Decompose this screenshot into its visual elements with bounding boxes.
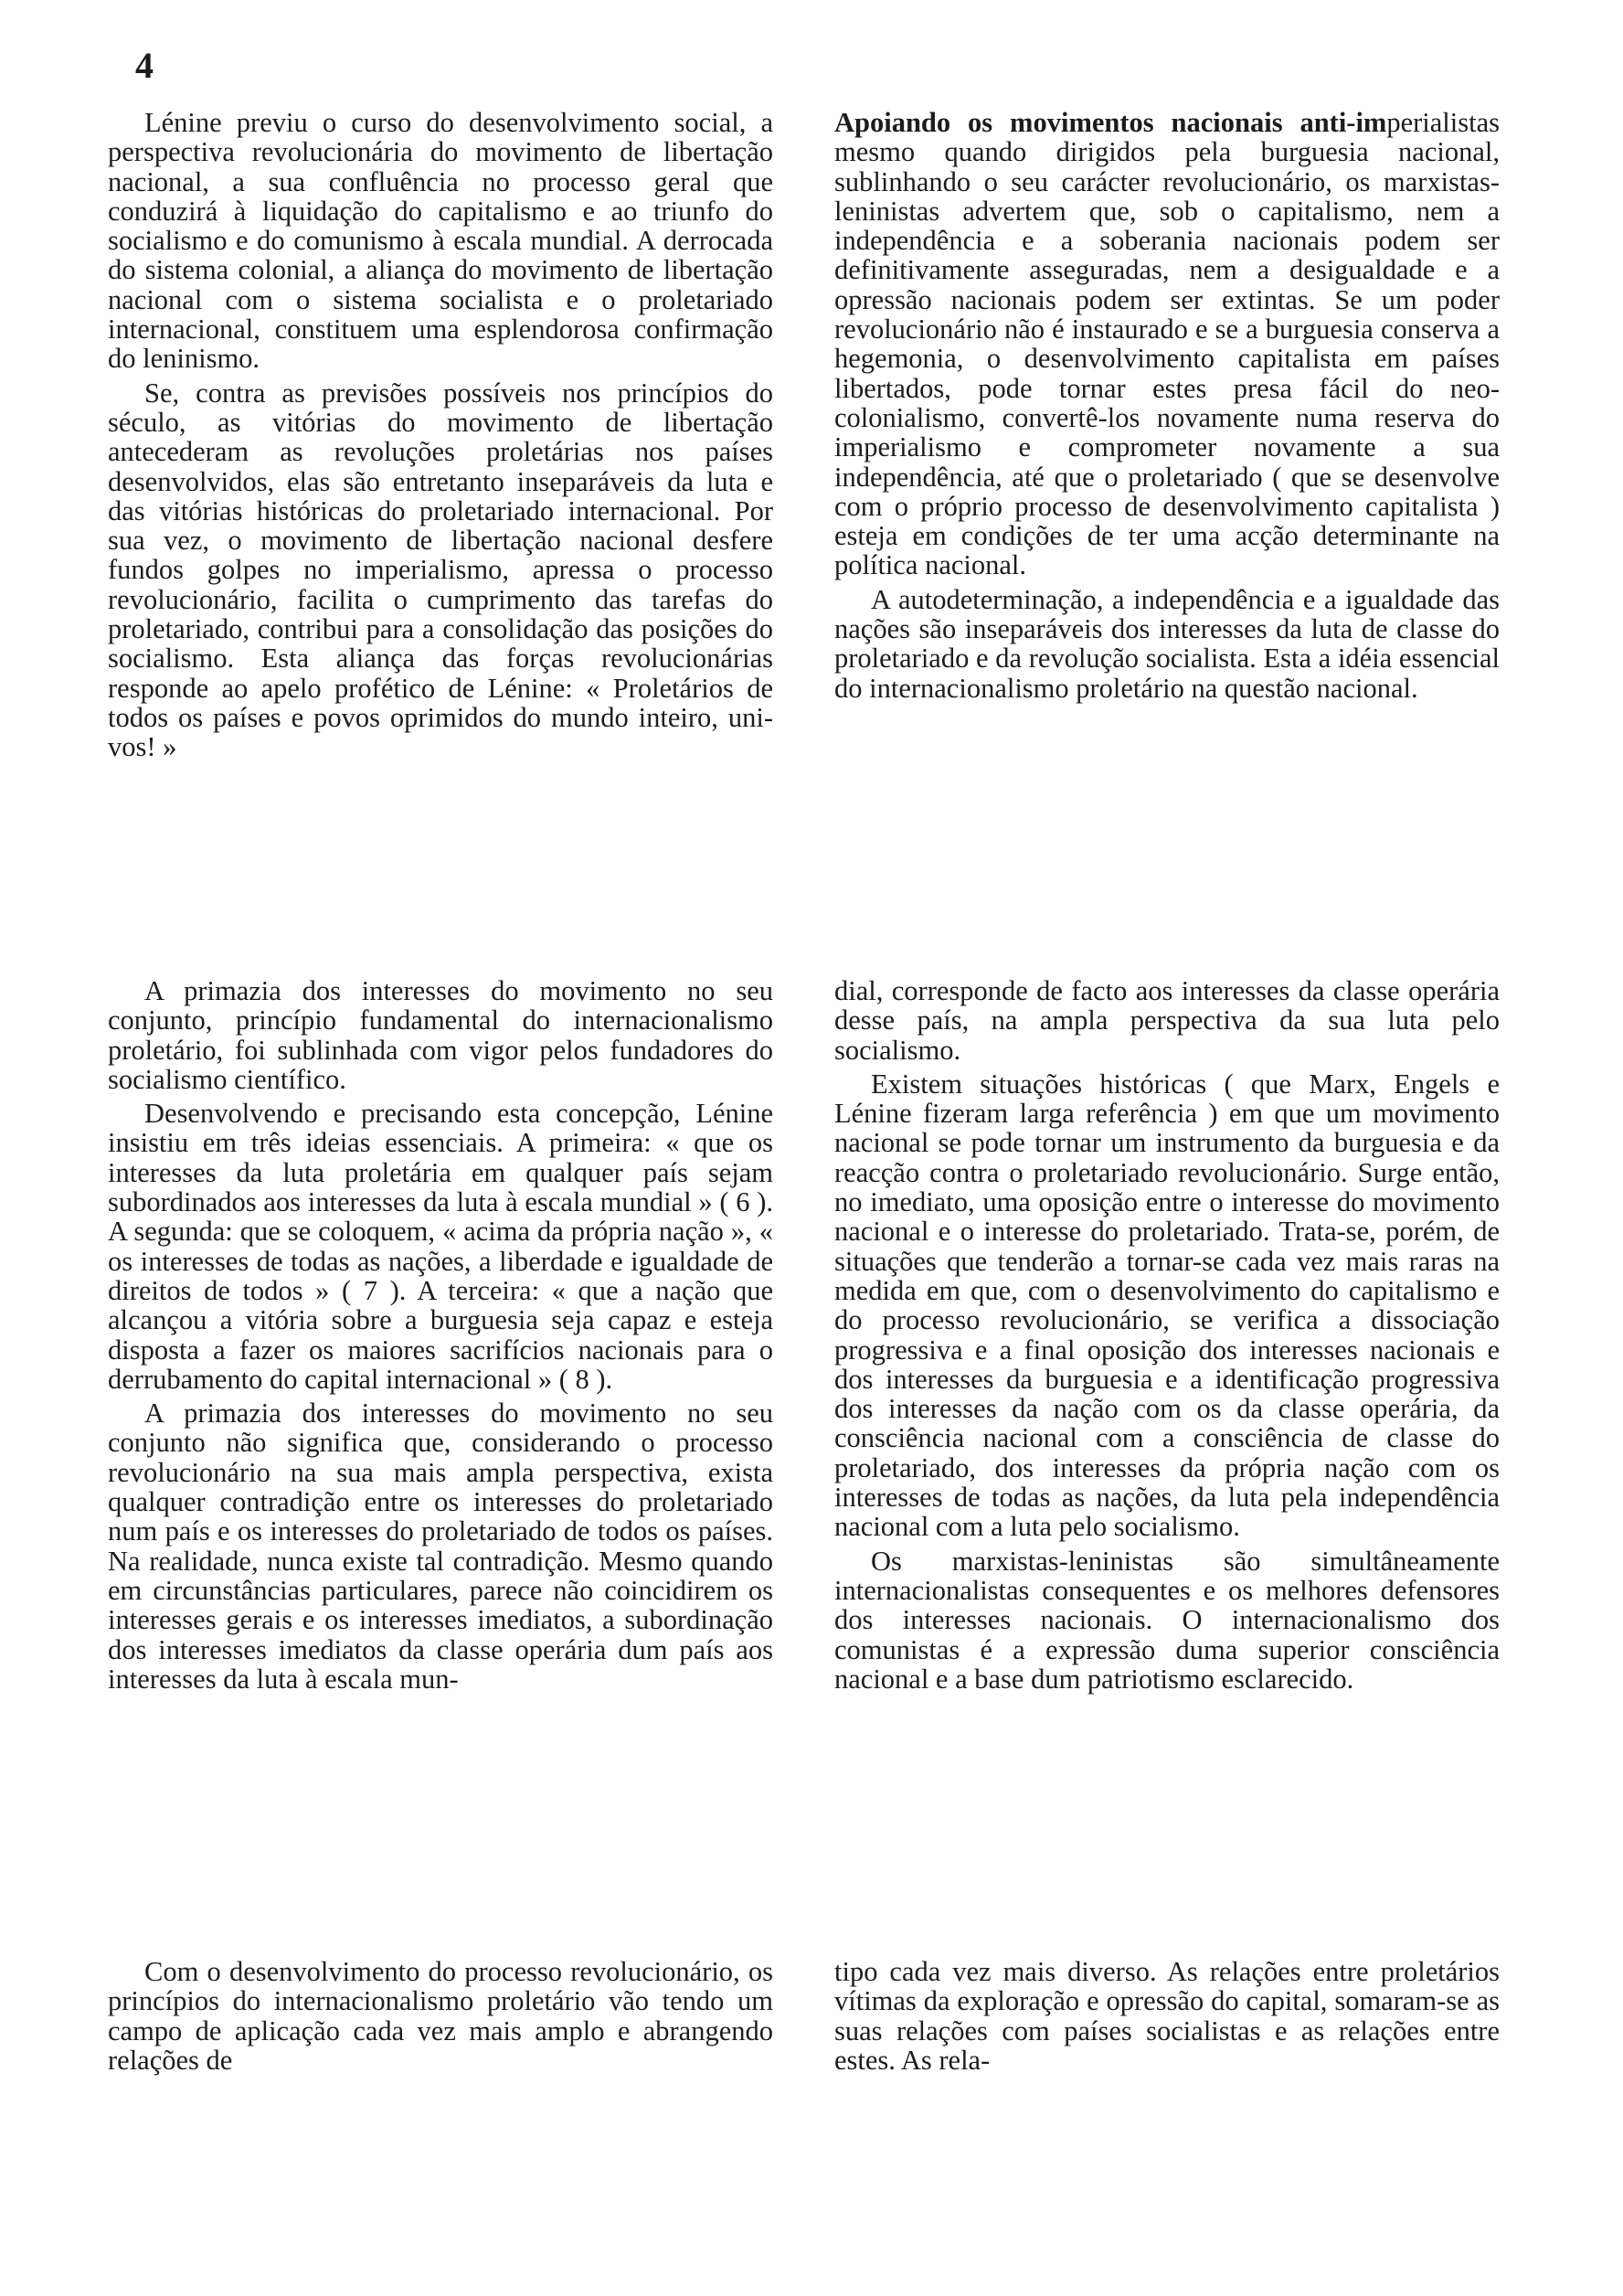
block3-left-column: [108, 1957, 773, 2079]
block2-right-column: [834, 976, 1500, 1698]
paragraph: tipo cada vez mais diverso. As relações entre proletários vítimas da exploração e opressão do capital, somaram-se as suas relações com países socialistas e as relações entre estes. As rela-: [834, 1956, 1500, 2076]
paragraph: dial, corresponde de facto aos interesses da classe operária desse país, na ampla perspectiva da sua luta pelo socialismo.: [834, 975, 1500, 1066]
paragraph-rest: perialistas mesmo quando dirigidos pela burguesia nacional, sublinhando o seu carácter revolucionário, os marxistas-leninistas advertem que, sob o capitalismo, nem a independência e a soberania nacionais podem ser definitivamente asseguradas, nem a desigualdade e a opressão nacionais podem ser extintas. Se um poder revolucionário não é instaurado e se a burguesia conserva a hegemonia, o desenvolvimento capitalista em países libertados, pode tornar estes presa fácil do neo-colonialismo, convertê-los novamente numa reserva do imperialismo e comprometer novamente a sua independência, até que o proletariado ( que se desenvolve com o próprio processo de desenvolvimento capitalista ) esteja em condições de ter uma acção determinante na política nacional.: [834, 107, 1500, 581]
paragraph: Com o desenvolvimento do processo revolucionário, os princípios do internacionalismo proletário vão tendo um campo de aplicação cada vez mais amplo e abrangendo relações de: [108, 1956, 773, 2076]
paragraph: A primazia dos interesses do movimento no seu conjunto não significa que, considerando o processo revolucionário na sua mais ampla perspectiva, exista qualquer contradição entre os interesses do proletariado num país e os interesses do proletariado de todos os países. Na realidade, nunca existe tal contradição. Mesmo quando em circunstâncias particulares, parece não coincidirem os interesses gerais e os interesses imediatos, a subordinação dos interesses imediatos da classe operária dum país aos interesses da luta à escala mun-: [108, 1398, 773, 1695]
paragraph: A autodeterminação, a independência e a igualdade das nações são inseparáveis dos interesses da luta de classe do proletariado e da revolução socialista. Esta a idéia essencial do internacionalismo proletário na questão nacional.: [834, 583, 1500, 704]
paragraph: Os marxistas-leninistas são simultâneamente internacionalistas consequentes e os melhores defensores dos interesses nacionais. O internacionalismo dos comunistas é a expressão duma superior consciência nacional e a base dum patriotismo esclarecido.: [834, 1545, 1500, 1695]
paragraph: Existem situações históricas ( que Marx, Engels e Lénine fizeram larga referência ) em que um movimento nacional se pode tornar um instrumento da burguesia e da reacção contra o proletariado revolucionário. Surge então, no imediato, uma oposição entre o interesse do movimento nacional e o interesse do proletariado. Trata-se, porém, de situações que tenderão a tornar-se cada vez mais raras na medida em que, com o desenvolvimento do capitalismo e do processo revolucionário, se verifica a dissociação progressiva e a final oposição dos interesses nacionais e dos interesses da burguesia e a identificação progressiva dos interesses da nação com os da classe operária, da consciência nacional com a consciência de classe do proletariado, dos interesses da própria nação com os interesses de todas as nações, da luta pela independência nacional com a luta pelo socialismo.: [834, 1068, 1500, 1543]
paragraph: Se, contra as previsões possíveis nos princípios do século, as vitórias do movimento de libertação antecederam as revoluções proletárias nos países desenvolvidos, elas são entretanto inseparáveis da luta e das vitórias históricas do proletariado internacional. Por sua vez, o movimento de libertação nacional desfere fundos golpes no imperialismo, apressa o processo revolucionário, facilita o cumprimento das tarefas do proletariado, contribui para a consolidação das posições do socialismo. Esta aliança das forças revolucionárias responde ao apelo profético de Lénine: « Proletários de todos os países e povos oprimidos do mundo inteiro, uni-vos! »: [108, 377, 773, 763]
paragraph: A primazia dos interesses do movimento no seu conjunto, princípio fundamental do internacionalismo proletário, foi sublinhada com vigor pelos fundadores do socialismo científico.: [108, 975, 773, 1095]
paragraph: [834, 108, 1500, 580]
block1-right-column: [834, 108, 1500, 707]
block3-right-column: [834, 1957, 1500, 2079]
page-number: 4: [135, 45, 154, 86]
paragraph: Lénine previu o curso do desenvolvimento social, a perspectiva revolucionária do movimento de libertação nacional, a sua confluência no processo geral que conduzirá à liquidação do capitalismo e ao triunfo do socialismo e do comunismo à escala mundial. A derrocada do sistema colonial, a aliança do movimento de libertação nacional com o sistema socialista e o proletariado internacional, constituem uma esplendorosa confirmação do leninismo.: [108, 107, 773, 375]
block2-left-column: [108, 976, 773, 1698]
bold-lead-phrase: Apoiando os movimentos nacionais anti-im: [834, 107, 1387, 138]
block1-left-column: [108, 108, 773, 767]
paragraph: Desenvolvendo e precisando esta concepção, Lénine insistiu em três ideias essenciais. A primeira: « que os interesses da luta proletária em qualquer país sejam subordinados aos interesses da luta à escala mundial » ( 6 ). A segunda: que se coloquem, « acima da própria nação », « os interesses de todas as nações, a liberdade e igualdade de direitos de todos » ( 7 ). A terceira: « que a nação que alcançou a vitória sobre a burguesia seja capaz e esteja disposta a fazer os maiores sacrifícios nacionais para o derrubamento do capital internacional » ( 8 ).: [108, 1098, 773, 1395]
